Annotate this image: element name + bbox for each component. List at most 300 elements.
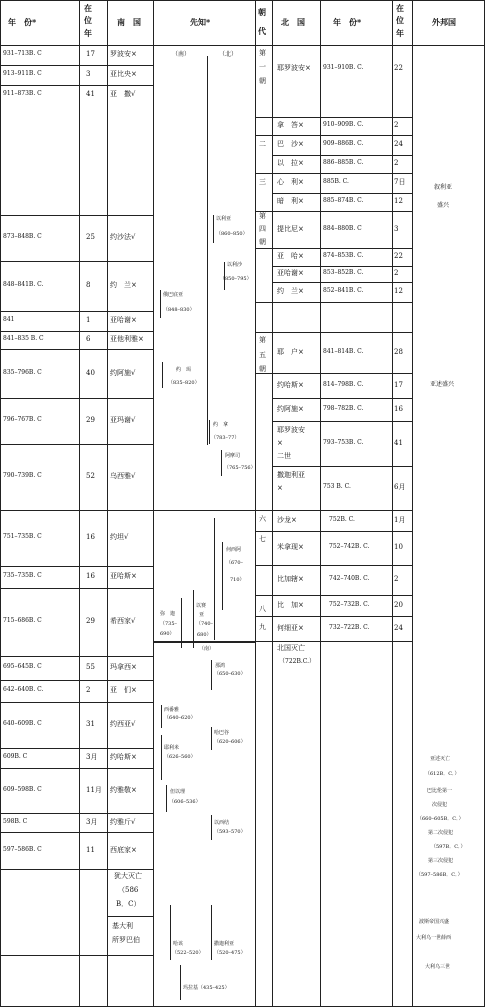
north-king: 比 加× — [277, 601, 304, 609]
north-reign: 6月 — [394, 483, 406, 491]
prophet: 以西结 — [214, 820, 230, 826]
header-reign-left: 位 — [84, 15, 92, 25]
prophet: 阿摩司 — [225, 453, 241, 459]
south-king: 约雅斤√ — [110, 818, 136, 826]
rule — [207, 56, 208, 445]
north-king: 耶 户× — [277, 348, 304, 356]
rule — [272, 616, 412, 617]
rule — [272, 398, 412, 399]
rule — [255, 641, 272, 642]
rule — [221, 450, 222, 476]
north-year: 874–853B. C. — [323, 252, 364, 259]
prophet: 俄巴底亚 — [163, 292, 184, 298]
south-year: 609B. C — [3, 753, 28, 760]
rule — [107, 955, 153, 956]
rule — [211, 660, 212, 690]
north-king: 提比尼× — [277, 225, 304, 233]
south-year: 841 — [3, 316, 15, 323]
header-dynasty: 代 — [258, 26, 266, 36]
south-reign: 16 — [86, 533, 95, 541]
south-king: 亚哈谢× — [110, 316, 137, 324]
south-reign: 3月 — [86, 753, 98, 761]
foreign-event: 亚述盛兴 — [430, 381, 455, 388]
south-king: 亚哈斯× — [110, 572, 137, 580]
prophet-years: （740– — [196, 621, 214, 627]
prophet: 何西阿 — [226, 547, 242, 553]
prophet-years: （650–630） — [214, 671, 246, 677]
north-reign: 22 — [394, 252, 403, 260]
rule — [0, 311, 153, 312]
prophet: 耶利米 — [164, 745, 180, 751]
prophet: 但以理 — [170, 789, 186, 795]
foreign-event: （597–586B．C．） — [416, 872, 463, 878]
south-year: 848–841B. C. — [3, 281, 44, 288]
header-reign-right: 在 — [396, 3, 404, 13]
south-king: 约阿施√ — [110, 369, 136, 377]
foreign-event: （660–605B．C．） — [417, 816, 464, 822]
north-reign: 3 — [394, 225, 399, 233]
north-year: 841–814B. C. — [323, 348, 364, 355]
south-king: 希西家√ — [110, 617, 136, 625]
rule — [0, 955, 107, 956]
dynasty: 五 — [259, 351, 266, 359]
north-year: 814–798B. C. — [323, 381, 364, 388]
north-year: 752–732B. C. — [329, 601, 370, 608]
prophet-years: 680） — [197, 632, 212, 638]
governor: 所罗巴伯 — [112, 936, 140, 944]
foreign-event: 大利乌一世薛西 — [416, 935, 452, 941]
north-king: 亚哈谢× — [277, 269, 304, 277]
header-north: 北 国 — [281, 17, 305, 27]
rule — [0, 510, 153, 511]
south-king: 亚玛谢√ — [110, 416, 136, 424]
south-reign: 8 — [86, 281, 91, 289]
rule — [166, 785, 167, 812]
south-reign: 31 — [86, 720, 95, 728]
south-year: 695–645B. C — [3, 663, 42, 670]
south-reign: 3 — [86, 70, 91, 78]
rule — [0, 832, 153, 833]
rule — [255, 373, 272, 374]
south-reign: 55 — [86, 663, 95, 671]
south-king: 罗波安× — [110, 50, 137, 58]
rule — [0, 65, 153, 66]
north-reign: 16 — [394, 405, 403, 413]
rule — [272, 373, 412, 374]
governor: 基大利 — [112, 922, 133, 930]
foreign-event: 次侵犯 — [432, 802, 448, 808]
prophet-years: （860–850） — [216, 231, 248, 237]
north-reign: 28 — [394, 348, 403, 356]
prophet-label: （南） — [172, 51, 191, 58]
north-reign: 1月 — [394, 516, 406, 524]
north-reign: 12 — [394, 197, 403, 205]
header-reign-right: 位 — [396, 15, 404, 25]
north-year: 886–885B. C. — [323, 159, 364, 166]
south-reign: 29 — [86, 416, 95, 424]
south-reign: 6 — [86, 335, 91, 343]
north-king: 以 拉× — [277, 159, 304, 167]
north-reign: 24 — [394, 624, 403, 632]
north-year: 793–753B. C. — [323, 439, 364, 446]
dynasty: 七 — [259, 535, 266, 543]
header-reign-right: 年 — [396, 28, 404, 38]
south-year: 751–735B. C — [3, 533, 42, 540]
rule — [255, 565, 272, 566]
south-king: 乌西雅√ — [110, 472, 136, 480]
dynasty: 朝 — [259, 365, 266, 373]
south-king: 约坦√ — [110, 533, 129, 541]
south-king: 约哈斯× — [110, 753, 137, 761]
header-south: 南 国 — [117, 17, 141, 27]
south-king: 玛拿西× — [110, 663, 137, 671]
rule — [255, 135, 272, 136]
rule — [170, 905, 171, 960]
dynasty: 朝 — [259, 77, 266, 85]
north-year: 931–910B. C. — [323, 64, 364, 71]
south-king: 亚比央× — [110, 70, 137, 78]
rule — [272, 531, 412, 532]
north-king: × — [277, 484, 283, 492]
north-king: 心 利× — [277, 178, 304, 186]
prophet-years: 710） — [230, 577, 245, 583]
rule — [272, 173, 412, 174]
rule — [0, 656, 153, 657]
south-reign: 17 — [86, 50, 95, 58]
prophet: 那鸿 — [215, 663, 226, 669]
dynasty: 三 — [259, 178, 266, 186]
prophet: 哈该 — [173, 941, 184, 947]
south-reign: 3月 — [86, 818, 98, 826]
rule — [272, 211, 412, 212]
south-king: 亚他利雅× — [110, 335, 144, 343]
rule — [272, 302, 412, 303]
dynasty: 六 — [259, 515, 266, 523]
prophet: 亚 — [199, 612, 205, 618]
header-year-left: 年 份* — [8, 17, 37, 27]
rule — [255, 0, 256, 1007]
dynasty: 二 — [259, 140, 266, 148]
prophet: 哈巴谷 — [214, 730, 230, 736]
rule — [0, 768, 153, 769]
south-year: 597–586B. C — [3, 846, 42, 853]
rule — [0, 85, 153, 86]
prophet-years: （640–620） — [164, 715, 196, 721]
south-reign: 40 — [86, 369, 95, 377]
prophet-years: 690） — [160, 631, 175, 637]
north-reign: 2 — [394, 575, 399, 583]
south-year: 715–686B. C — [3, 617, 42, 624]
south-fall: 犹大灭亡 — [114, 872, 142, 880]
prophet: 弥 迦 — [160, 611, 176, 617]
rule — [153, 642, 255, 643]
rule — [255, 302, 272, 303]
rule — [193, 590, 194, 648]
rule — [255, 248, 272, 249]
rule — [162, 362, 163, 388]
dynasty: 第 — [259, 49, 266, 57]
north-king: 拿 答× — [277, 121, 304, 129]
rule — [272, 117, 412, 118]
prophet: 西番雅 — [164, 707, 180, 713]
north-year: 742–740B. C. — [329, 575, 370, 582]
south-reign: 41 — [86, 90, 95, 98]
rule — [272, 0, 273, 1007]
header-prophets: 先知* — [190, 17, 211, 27]
header-foreign: 外邦国 — [432, 17, 456, 27]
foreign-event: 第三次侵犯 — [428, 858, 454, 864]
rule — [0, 215, 153, 216]
dynasty: 第 — [259, 212, 266, 220]
south-reign: 11月 — [86, 786, 102, 794]
rule — [272, 332, 412, 333]
rule — [272, 510, 412, 511]
rule — [0, 748, 153, 749]
south-year: 790–739B. C — [3, 472, 42, 479]
north-king: 耶罗波安× — [277, 64, 311, 72]
foreign-event: 波斯帝国兴盛 — [419, 919, 450, 925]
south-year: 640–609B. C — [3, 720, 42, 727]
north-king: 暗 利× — [277, 197, 304, 205]
rule — [255, 595, 272, 596]
south-year: 931–713B. C — [3, 50, 42, 57]
north-king: 沙龙× — [277, 516, 297, 524]
north-reign: 22 — [394, 64, 403, 72]
prophet-years: （848–830） — [163, 307, 195, 313]
prophet: 以赛 — [196, 603, 207, 609]
prophet-years: （606–536） — [169, 799, 201, 805]
rule — [180, 965, 181, 1000]
north-year: 852–841B. C. — [323, 287, 364, 294]
north-year: 885–874B. C. — [323, 197, 364, 204]
rule — [0, 0, 1, 1007]
north-reign: 41 — [394, 439, 403, 447]
south-year: 841–835 B. C — [3, 335, 44, 342]
rule — [0, 444, 153, 445]
north-reign: 20 — [394, 601, 403, 609]
rule — [0, 869, 153, 870]
prophet: 以利亚 — [216, 216, 232, 222]
rule — [320, 0, 321, 1007]
north-fall: （722B.C.） — [279, 658, 316, 665]
north-king: 约哈斯× — [277, 381, 304, 389]
north-year: 910–909B. C. — [323, 121, 364, 128]
south-king: 亚 们× — [110, 686, 137, 694]
dynasty: 朝 — [259, 238, 266, 246]
rule — [0, 261, 153, 262]
rule — [214, 518, 215, 640]
prophet-years: （783–77） — [211, 435, 240, 441]
rule — [272, 266, 412, 267]
prophet-label: （南） — [199, 646, 215, 652]
rule — [160, 290, 161, 318]
rule — [0, 331, 153, 332]
dynasty: 八 — [259, 605, 266, 613]
south-reign: 1 — [86, 316, 91, 324]
prophet-label: （北） — [219, 51, 238, 58]
north-year: 752B. C. — [329, 516, 355, 523]
south-reign: 16 — [86, 572, 95, 580]
prophet-years: （850–795） — [220, 276, 252, 282]
foreign-event: 巴比伦第一 — [427, 788, 453, 794]
south-king: 西底家× — [110, 846, 137, 854]
rule — [211, 905, 212, 960]
rule — [79, 0, 80, 1007]
foreign-event: 大利乌三世 — [425, 964, 451, 970]
north-year: 753 B. C. — [323, 483, 351, 490]
rule — [272, 248, 412, 249]
rule — [392, 0, 393, 1007]
north-king: 约 兰× — [277, 287, 304, 295]
north-king: 撒迦利亚 — [277, 471, 305, 479]
foreign-event: 第二次侵犯 — [428, 830, 454, 836]
rule — [153, 510, 255, 511]
prophet: 以利沙 — [227, 262, 243, 268]
foreign-event: 盛兴 — [437, 202, 450, 209]
south-year: 913–911B. C — [3, 70, 42, 77]
north-reign: 2 — [394, 269, 399, 277]
dynasty: 第 — [259, 336, 266, 344]
rule — [0, 349, 153, 350]
north-fall: 北国灭亡 — [277, 644, 305, 652]
north-king: × — [277, 439, 283, 447]
south-year: 609–598B. C — [3, 786, 42, 793]
rule — [0, 702, 153, 703]
south-year: 835–796B. C — [3, 369, 42, 376]
rule — [272, 155, 412, 156]
south-reign: 52 — [86, 472, 95, 480]
north-reign: 24 — [394, 140, 403, 148]
north-reign: 2 — [394, 121, 399, 129]
south-reign: 25 — [86, 233, 95, 241]
rule — [255, 510, 272, 511]
south-year: 911–873B. C — [3, 90, 42, 97]
south-king: 约雅敬× — [110, 786, 137, 794]
prophet-years: （520–475） — [214, 950, 246, 956]
rule — [255, 531, 272, 532]
north-reign: 7日 — [394, 178, 406, 186]
foreign-event: （597B．C．） — [431, 844, 466, 850]
rule — [107, 916, 153, 917]
prophet-years: （735– — [160, 621, 178, 627]
prophet-years: （522–520） — [172, 950, 204, 956]
rule — [153, 0, 154, 1007]
north-king: 亚 哈× — [277, 252, 304, 260]
header-reign-left: 在 — [84, 3, 92, 13]
rule — [272, 421, 412, 422]
north-reign: 10 — [394, 543, 403, 551]
rule — [222, 542, 223, 610]
north-king: 巴 沙× — [277, 140, 304, 148]
rule — [272, 595, 412, 596]
rule — [0, 398, 153, 399]
rule — [412, 0, 413, 1007]
prophet-years: （593–570） — [214, 829, 246, 835]
north-king: 何细亚× — [277, 624, 304, 632]
rule — [272, 641, 412, 642]
header-reign-left: 年 — [84, 28, 92, 38]
rule — [211, 727, 212, 750]
south-year: 735–735B. C — [3, 572, 42, 579]
south-king: 约沙法√ — [110, 233, 136, 241]
prophet-years: （626–560） — [164, 754, 196, 760]
prophet: 约 拿 — [213, 422, 229, 428]
foreign-event: （612B．C．） — [425, 771, 460, 777]
north-year: 798–782B. C. — [323, 405, 364, 412]
north-reign: 17 — [394, 381, 403, 389]
dynasty: 一 — [259, 63, 266, 71]
south-reign: 2 — [86, 686, 91, 694]
north-year: 885B. C. — [323, 178, 349, 185]
south-fall: （586 — [118, 886, 139, 894]
south-king: 约西亚√ — [110, 720, 136, 728]
rule — [0, 813, 153, 814]
foreign-event: 亚述灭亡 — [430, 756, 451, 762]
rule — [272, 282, 412, 283]
north-king: 耶罗波安 — [277, 426, 305, 434]
foreign-event: 叙利亚 — [434, 184, 453, 191]
north-year: 732–722B. C. — [329, 624, 370, 631]
south-reign: 29 — [86, 617, 95, 625]
south-king: 亚 撒√ — [110, 90, 136, 98]
north-king: 约阿施× — [277, 405, 304, 413]
north-year: 752–742B. C. — [329, 543, 370, 550]
rule — [272, 466, 412, 467]
rule — [255, 616, 272, 617]
rule — [0, 680, 153, 681]
rule — [209, 420, 210, 444]
south-year: 873–848B. C — [3, 233, 42, 240]
north-king: 比加辖× — [277, 575, 304, 583]
rule — [255, 173, 272, 174]
header-dynasty: 朝 — [258, 7, 266, 17]
rule — [255, 332, 272, 333]
rule — [161, 735, 162, 780]
rule — [181, 598, 182, 648]
prophet-years: （835–820） — [168, 380, 200, 386]
south-king: 约 兰× — [110, 281, 137, 289]
north-reign: 2 — [394, 159, 399, 167]
rule — [0, 566, 153, 567]
north-year: 884–880B. C — [323, 225, 362, 232]
header-year-right: 年 份* — [333, 17, 362, 27]
north-reign: 12 — [394, 287, 403, 295]
north-year: 853–852B. C. — [323, 269, 364, 276]
rule — [272, 193, 412, 194]
rule — [272, 135, 412, 136]
prophet-years: （620–606） — [214, 739, 246, 745]
rule — [107, 0, 108, 1007]
south-year: 598B. C — [3, 818, 28, 825]
prophet: 约 珥 — [176, 367, 192, 373]
prophet-years: （670– — [226, 560, 244, 566]
north-king: 二世 — [277, 452, 291, 460]
south-year: 642–640B. C. — [3, 686, 44, 693]
north-year: 909–886B. C. — [323, 140, 364, 147]
rule — [161, 705, 162, 728]
north-king: 米拿现× — [277, 543, 304, 551]
south-year: 796–767B. C — [3, 416, 42, 423]
south-fall: B．C） — [116, 900, 141, 908]
rule — [211, 815, 212, 840]
dynasty: 四 — [259, 225, 266, 233]
rule — [0, 588, 153, 589]
rule — [255, 117, 272, 118]
rule — [272, 565, 412, 566]
rule — [213, 215, 214, 243]
south-reign: 11 — [86, 846, 95, 854]
prophet-years: （765–756） — [224, 465, 256, 471]
